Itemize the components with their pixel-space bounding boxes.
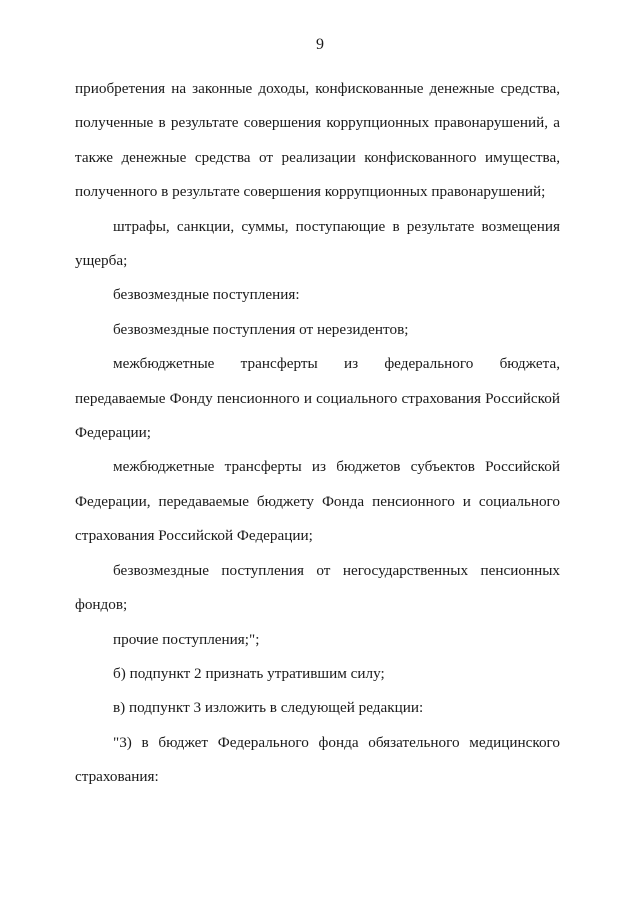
paragraph-other-receipts: прочие поступления;";	[113, 630, 260, 648]
paragraph-income-sources: приобретения на законные доходы, конфискованные денежные средства, полученные в результате совершения коррупционных правонарушений, а также денежные средства от реализации конфискованного имущества, полученного в результате совершения коррупционных правонарушений;	[75, 80, 560, 201]
paragraph-item-3: "3) в бюджет Федерального фонда обязательного медицинского страхования:	[75, 733, 560, 786]
paragraph-nonresidents: безвозмездные поступления от нерезидентов;	[113, 320, 409, 338]
paragraph-subitem-v: в) подпункт 3 изложить в следующей редакции:	[113, 699, 424, 717]
page-number: 9	[316, 36, 324, 53]
document-body	[75, 72, 560, 795]
paragraph-regional-transfers: межбюджетные трансферты из бюджетов субъектов Российской Федерации, передаваемые бюджету Фонда пенсионного и социального страхования Российской Федерации;	[75, 458, 560, 545]
paragraph-federal-transfers: межбюджетные трансферты из федерального бюджета, передаваемые Фонду пенсионного и социального страхования Российской Федерации;	[75, 355, 560, 442]
paragraph-fines: штрафы, санкции, суммы, поступающие в результате возмещения ущерба;	[75, 217, 560, 270]
paragraph-subitem-b: б) подпункт 2 признать утратившим силу;	[113, 664, 385, 682]
paragraph-gratuitous-receipts: безвозмездные поступления:	[113, 286, 300, 304]
paragraph-pension-funds: безвозмездные поступления от негосударственных пенсионных фондов;	[75, 561, 560, 614]
